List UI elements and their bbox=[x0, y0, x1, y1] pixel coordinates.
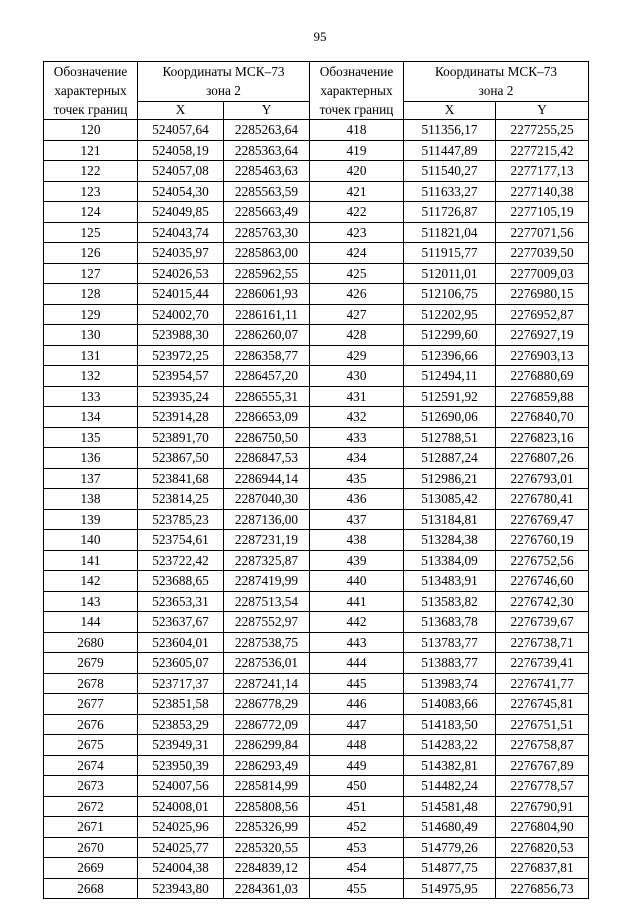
cell-point-left: 2668 bbox=[44, 878, 138, 899]
cell-point-right: 422 bbox=[310, 202, 404, 223]
cell-point-left: 134 bbox=[44, 407, 138, 428]
cell-x-right: 512887,24 bbox=[404, 448, 496, 469]
table-row bbox=[44, 571, 589, 592]
cell-x-right: 513983,74 bbox=[404, 673, 496, 694]
cell-y-right: 2277071,56 bbox=[496, 222, 589, 243]
cell-x-left: 523722,42 bbox=[138, 550, 224, 571]
cell-x-right: 514581,48 bbox=[404, 796, 496, 817]
coords-header-right bbox=[404, 62, 589, 102]
cell-point-right: 429 bbox=[310, 345, 404, 366]
cell-y-right: 2276752,56 bbox=[496, 550, 589, 571]
cell-y-right: 2276837,81 bbox=[496, 858, 589, 879]
table-row bbox=[44, 161, 589, 182]
cell-y-left: 2285463,63 bbox=[224, 161, 310, 182]
cell-x-left: 523914,28 bbox=[138, 407, 224, 428]
cell-point-right: 439 bbox=[310, 550, 404, 571]
table-row bbox=[44, 202, 589, 223]
cell-y-right: 2277009,03 bbox=[496, 263, 589, 284]
cell-point-right: 419 bbox=[310, 140, 404, 161]
y-header-right: Y bbox=[496, 101, 589, 119]
cell-x-right: 514283,22 bbox=[404, 735, 496, 756]
cell-y-left: 2285263,64 bbox=[224, 120, 310, 141]
table-body bbox=[44, 120, 589, 899]
cell-point-right: 445 bbox=[310, 673, 404, 694]
cell-x-right: 514680,49 bbox=[404, 817, 496, 838]
cell-x-left: 523814,25 bbox=[138, 489, 224, 510]
cell-y-left: 2287136,00 bbox=[224, 509, 310, 530]
table-row bbox=[44, 509, 589, 530]
cell-point-right: 447 bbox=[310, 714, 404, 735]
cell-x-left: 523853,29 bbox=[138, 714, 224, 735]
cell-x-right: 512202,95 bbox=[404, 304, 496, 325]
cell-y-right: 2276767,89 bbox=[496, 755, 589, 776]
cell-y-right: 2276760,19 bbox=[496, 530, 589, 551]
cell-point-left: 143 bbox=[44, 591, 138, 612]
cell-point-left: 2671 bbox=[44, 817, 138, 838]
cell-y-left: 2286778,29 bbox=[224, 694, 310, 715]
cell-x-left: 523841,68 bbox=[138, 468, 224, 489]
cell-point-right: 431 bbox=[310, 386, 404, 407]
x-header-right: X bbox=[404, 101, 496, 119]
cell-x-left: 523754,61 bbox=[138, 530, 224, 551]
cell-x-left: 524004,38 bbox=[138, 858, 224, 879]
cell-x-left: 524054,30 bbox=[138, 181, 224, 202]
cell-point-right: 424 bbox=[310, 243, 404, 264]
cell-x-right: 514779,26 bbox=[404, 837, 496, 858]
cell-y-left: 2287325,87 bbox=[224, 550, 310, 571]
cell-point-right: 451 bbox=[310, 796, 404, 817]
point-label-header-right bbox=[310, 62, 404, 120]
table-row bbox=[44, 304, 589, 325]
cell-y-left: 2286944,14 bbox=[224, 468, 310, 489]
y-header-left: Y bbox=[224, 101, 310, 119]
cell-point-right: 435 bbox=[310, 468, 404, 489]
header-line: зона 2 bbox=[206, 83, 241, 99]
cell-x-left: 523851,58 bbox=[138, 694, 224, 715]
cell-x-right: 511821,04 bbox=[404, 222, 496, 243]
cell-y-left: 2286847,53 bbox=[224, 448, 310, 469]
cell-y-right: 2276778,57 bbox=[496, 776, 589, 797]
cell-point-right: 449 bbox=[310, 755, 404, 776]
cell-point-left: 120 bbox=[44, 120, 138, 141]
header-line: точек границ bbox=[53, 102, 128, 117]
cell-point-left: 122 bbox=[44, 161, 138, 182]
header-line: Обозначение bbox=[53, 64, 128, 79]
table-row bbox=[44, 120, 589, 141]
header-line: Обозначение bbox=[319, 64, 394, 79]
cell-y-right: 2277105,19 bbox=[496, 202, 589, 223]
cell-point-left: 121 bbox=[44, 140, 138, 161]
cell-point-right: 428 bbox=[310, 325, 404, 346]
table-row bbox=[44, 632, 589, 653]
cell-x-right: 514083,66 bbox=[404, 694, 496, 715]
cell-x-right: 512986,21 bbox=[404, 468, 496, 489]
cell-y-right: 2277215,42 bbox=[496, 140, 589, 161]
cell-x-right: 513184,81 bbox=[404, 509, 496, 530]
cell-point-right: 421 bbox=[310, 181, 404, 202]
table-row bbox=[44, 653, 589, 674]
cell-point-right: 452 bbox=[310, 817, 404, 838]
cell-x-right: 514975,95 bbox=[404, 878, 496, 899]
cell-y-right: 2276927,19 bbox=[496, 325, 589, 346]
cell-point-right: 437 bbox=[310, 509, 404, 530]
cell-y-right: 2276738,71 bbox=[496, 632, 589, 653]
cell-y-left: 2285326,99 bbox=[224, 817, 310, 838]
table-row bbox=[44, 386, 589, 407]
cell-y-right: 2276804,90 bbox=[496, 817, 589, 838]
cell-point-right: 433 bbox=[310, 427, 404, 448]
cell-y-right: 2276880,69 bbox=[496, 366, 589, 387]
table-row bbox=[44, 181, 589, 202]
cell-point-left: 2670 bbox=[44, 837, 138, 858]
cell-y-right: 2277177,13 bbox=[496, 161, 589, 182]
cell-x-right: 511356,17 bbox=[404, 120, 496, 141]
cell-y-left: 2286293,49 bbox=[224, 755, 310, 776]
cell-x-left: 524058,19 bbox=[138, 140, 224, 161]
header-line: характерных bbox=[54, 83, 127, 98]
cell-point-left: 125 bbox=[44, 222, 138, 243]
cell-y-right: 2276741,77 bbox=[496, 673, 589, 694]
cell-x-right: 512106,75 bbox=[404, 284, 496, 305]
cell-x-left: 523637,67 bbox=[138, 612, 224, 633]
cell-point-right: 418 bbox=[310, 120, 404, 141]
cell-point-right: 426 bbox=[310, 284, 404, 305]
cell-y-right: 2276746,60 bbox=[496, 571, 589, 592]
cell-y-left: 2286555,31 bbox=[224, 386, 310, 407]
cell-y-left: 2284839,12 bbox=[224, 858, 310, 879]
cell-x-right: 511540,27 bbox=[404, 161, 496, 182]
cell-point-right: 427 bbox=[310, 304, 404, 325]
cell-x-left: 524002,70 bbox=[138, 304, 224, 325]
cell-point-right: 434 bbox=[310, 448, 404, 469]
cell-y-left: 2284361,03 bbox=[224, 878, 310, 899]
cell-y-left: 2287513,54 bbox=[224, 591, 310, 612]
cell-y-left: 2287538,75 bbox=[224, 632, 310, 653]
table-row bbox=[44, 673, 589, 694]
cell-y-left: 2287040,30 bbox=[224, 489, 310, 510]
cell-point-left: 126 bbox=[44, 243, 138, 264]
table-row bbox=[44, 427, 589, 448]
cell-point-right: 442 bbox=[310, 612, 404, 633]
cell-x-right: 513384,09 bbox=[404, 550, 496, 571]
coordinates-table bbox=[43, 61, 589, 899]
cell-x-left: 523605,07 bbox=[138, 653, 224, 674]
cell-point-left: 138 bbox=[44, 489, 138, 510]
cell-y-left: 2285863,00 bbox=[224, 243, 310, 264]
cell-y-right: 2276807,26 bbox=[496, 448, 589, 469]
cell-x-left: 524057,64 bbox=[138, 120, 224, 141]
cell-y-right: 2276769,47 bbox=[496, 509, 589, 530]
cell-x-left: 524035,97 bbox=[138, 243, 224, 264]
cell-y-right: 2276823,16 bbox=[496, 427, 589, 448]
table-row bbox=[44, 755, 589, 776]
cell-x-right: 512494,11 bbox=[404, 366, 496, 387]
cell-y-right: 2277255,25 bbox=[496, 120, 589, 141]
coords-header-left bbox=[138, 62, 310, 102]
cell-y-right: 2276793,01 bbox=[496, 468, 589, 489]
cell-x-left: 523949,31 bbox=[138, 735, 224, 756]
cell-point-left: 2672 bbox=[44, 796, 138, 817]
cell-x-right: 512299,60 bbox=[404, 325, 496, 346]
table-row bbox=[44, 366, 589, 387]
cell-y-left: 2286161,11 bbox=[224, 304, 310, 325]
cell-y-right: 2276745,81 bbox=[496, 694, 589, 715]
cell-x-right: 513783,77 bbox=[404, 632, 496, 653]
cell-point-left: 144 bbox=[44, 612, 138, 633]
cell-x-right: 514183,50 bbox=[404, 714, 496, 735]
table-row bbox=[44, 263, 589, 284]
cell-point-right: 423 bbox=[310, 222, 404, 243]
cell-y-left: 2286299,84 bbox=[224, 735, 310, 756]
cell-y-left: 2286061,93 bbox=[224, 284, 310, 305]
cell-point-left: 2678 bbox=[44, 673, 138, 694]
cell-y-right: 2276742,30 bbox=[496, 591, 589, 612]
cell-x-right: 514877,75 bbox=[404, 858, 496, 879]
cell-x-left: 523688,65 bbox=[138, 571, 224, 592]
cell-x-left: 523653,31 bbox=[138, 591, 224, 612]
cell-y-left: 2286358,77 bbox=[224, 345, 310, 366]
cell-point-left: 128 bbox=[44, 284, 138, 305]
cell-y-left: 2287419,99 bbox=[224, 571, 310, 592]
cell-y-left: 2285663,49 bbox=[224, 202, 310, 223]
table-row bbox=[44, 591, 589, 612]
cell-point-right: 450 bbox=[310, 776, 404, 797]
x-header-left: X bbox=[138, 101, 224, 119]
cell-y-right: 2276840,70 bbox=[496, 407, 589, 428]
table-row bbox=[44, 222, 589, 243]
cell-point-right: 438 bbox=[310, 530, 404, 551]
table-row bbox=[44, 714, 589, 735]
cell-y-left: 2286772,09 bbox=[224, 714, 310, 735]
cell-x-left: 523972,25 bbox=[138, 345, 224, 366]
table-row bbox=[44, 448, 589, 469]
cell-point-left: 142 bbox=[44, 571, 138, 592]
cell-x-left: 523988,30 bbox=[138, 325, 224, 346]
cell-x-right: 514482,24 bbox=[404, 776, 496, 797]
cell-y-left: 2285320,55 bbox=[224, 837, 310, 858]
cell-point-right: 446 bbox=[310, 694, 404, 715]
cell-y-right: 2276820,53 bbox=[496, 837, 589, 858]
cell-point-right: 420 bbox=[310, 161, 404, 182]
cell-x-right: 511915,77 bbox=[404, 243, 496, 264]
cell-y-left: 2286260,07 bbox=[224, 325, 310, 346]
cell-point-right: 430 bbox=[310, 366, 404, 387]
cell-point-left: 2679 bbox=[44, 653, 138, 674]
header-line: зона 2 bbox=[478, 83, 514, 99]
table-row bbox=[44, 550, 589, 571]
cell-point-left: 2673 bbox=[44, 776, 138, 797]
cell-x-left: 523935,24 bbox=[138, 386, 224, 407]
cell-x-left: 524015,44 bbox=[138, 284, 224, 305]
cell-point-right: 440 bbox=[310, 571, 404, 592]
cell-y-right: 2276952,87 bbox=[496, 304, 589, 325]
cell-x-left: 524057,08 bbox=[138, 161, 224, 182]
cell-point-left: 130 bbox=[44, 325, 138, 346]
header-line: Координаты МСК–73 bbox=[162, 64, 285, 80]
cell-point-left: 137 bbox=[44, 468, 138, 489]
cell-point-right: 436 bbox=[310, 489, 404, 510]
cell-point-left: 136 bbox=[44, 448, 138, 469]
cell-x-left: 523891,70 bbox=[138, 427, 224, 448]
table-row bbox=[44, 407, 589, 428]
cell-y-left: 2287241,14 bbox=[224, 673, 310, 694]
page-number: 95 bbox=[313, 29, 327, 44]
cell-y-left: 2286750,50 bbox=[224, 427, 310, 448]
table-row bbox=[44, 776, 589, 797]
header-line: точек границ bbox=[319, 102, 394, 117]
table-row bbox=[44, 325, 589, 346]
cell-y-right: 2276739,67 bbox=[496, 612, 589, 633]
cell-point-left: 2674 bbox=[44, 755, 138, 776]
cell-y-right: 2276758,87 bbox=[496, 735, 589, 756]
cell-x-left: 524026,53 bbox=[138, 263, 224, 284]
cell-y-left: 2285814,99 bbox=[224, 776, 310, 797]
table-row bbox=[44, 468, 589, 489]
cell-point-left: 2677 bbox=[44, 694, 138, 715]
cell-x-right: 512788,51 bbox=[404, 427, 496, 448]
table-row bbox=[44, 837, 589, 858]
cell-point-left: 139 bbox=[44, 509, 138, 530]
cell-point-left: 131 bbox=[44, 345, 138, 366]
table-row bbox=[44, 796, 589, 817]
cell-y-left: 2285363,64 bbox=[224, 140, 310, 161]
cell-point-left: 2669 bbox=[44, 858, 138, 879]
header-line: Координаты МСК–73 bbox=[434, 64, 558, 80]
cell-y-right: 2276751,51 bbox=[496, 714, 589, 735]
cell-point-left: 141 bbox=[44, 550, 138, 571]
table-row bbox=[44, 345, 589, 366]
cell-point-left: 124 bbox=[44, 202, 138, 223]
cell-x-left: 523950,39 bbox=[138, 755, 224, 776]
cell-x-left: 523943,80 bbox=[138, 878, 224, 899]
cell-point-left: 2680 bbox=[44, 632, 138, 653]
cell-point-right: 443 bbox=[310, 632, 404, 653]
cell-x-right: 512690,06 bbox=[404, 407, 496, 428]
cell-point-right: 454 bbox=[310, 858, 404, 879]
cell-x-left: 524008,01 bbox=[138, 796, 224, 817]
cell-point-right: 448 bbox=[310, 735, 404, 756]
cell-point-left: 127 bbox=[44, 263, 138, 284]
cell-x-right: 513583,82 bbox=[404, 591, 496, 612]
point-label-header-left bbox=[44, 62, 138, 120]
cell-y-right: 2276780,41 bbox=[496, 489, 589, 510]
cell-y-left: 2285808,56 bbox=[224, 796, 310, 817]
cell-y-left: 2287231,19 bbox=[224, 530, 310, 551]
table-row bbox=[44, 530, 589, 551]
cell-point-left: 135 bbox=[44, 427, 138, 448]
cell-x-right: 511633,27 bbox=[404, 181, 496, 202]
cell-point-left: 132 bbox=[44, 366, 138, 387]
cell-y-right: 2276856,73 bbox=[496, 878, 589, 899]
cell-x-left: 524043,74 bbox=[138, 222, 224, 243]
cell-x-right: 512011,01 bbox=[404, 263, 496, 284]
cell-y-right: 2277039,50 bbox=[496, 243, 589, 264]
cell-point-right: 425 bbox=[310, 263, 404, 284]
cell-x-right: 513883,77 bbox=[404, 653, 496, 674]
cell-y-right: 2277140,38 bbox=[496, 181, 589, 202]
cell-y-right: 2276980,15 bbox=[496, 284, 589, 305]
cell-point-left: 2675 bbox=[44, 735, 138, 756]
cell-y-left: 2285563,59 bbox=[224, 181, 310, 202]
cell-y-left: 2287536,01 bbox=[224, 653, 310, 674]
cell-y-right: 2276790,91 bbox=[496, 796, 589, 817]
table-row bbox=[44, 140, 589, 161]
cell-x-right: 513085,42 bbox=[404, 489, 496, 510]
cell-point-right: 432 bbox=[310, 407, 404, 428]
cell-x-right: 512396,66 bbox=[404, 345, 496, 366]
cell-x-left: 523954,57 bbox=[138, 366, 224, 387]
cell-x-left: 523785,23 bbox=[138, 509, 224, 530]
cell-x-left: 524007,56 bbox=[138, 776, 224, 797]
table-row bbox=[44, 243, 589, 264]
table-row bbox=[44, 489, 589, 510]
cell-x-left: 524025,96 bbox=[138, 817, 224, 838]
cell-point-right: 441 bbox=[310, 591, 404, 612]
cell-y-right: 2276903,13 bbox=[496, 345, 589, 366]
table-row bbox=[44, 878, 589, 899]
cell-y-left: 2287552,97 bbox=[224, 612, 310, 633]
cell-x-left: 524025,77 bbox=[138, 837, 224, 858]
cell-x-right: 512591,92 bbox=[404, 386, 496, 407]
cell-x-left: 524049,85 bbox=[138, 202, 224, 223]
cell-y-left: 2285763,30 bbox=[224, 222, 310, 243]
cell-x-right: 511447,89 bbox=[404, 140, 496, 161]
table-row bbox=[44, 284, 589, 305]
cell-point-left: 140 bbox=[44, 530, 138, 551]
cell-y-left: 2286457,20 bbox=[224, 366, 310, 387]
header-line: характерных bbox=[320, 83, 393, 98]
cell-y-left: 2286653,09 bbox=[224, 407, 310, 428]
cell-y-left: 2285962,55 bbox=[224, 263, 310, 284]
cell-x-right: 511726,87 bbox=[404, 202, 496, 223]
cell-y-right: 2276859,88 bbox=[496, 386, 589, 407]
cell-x-left: 523717,37 bbox=[138, 673, 224, 694]
cell-point-left: 133 bbox=[44, 386, 138, 407]
table-row bbox=[44, 694, 589, 715]
cell-x-right: 513683,78 bbox=[404, 612, 496, 633]
cell-x-right: 513284,38 bbox=[404, 530, 496, 551]
cell-point-left: 129 bbox=[44, 304, 138, 325]
cell-point-left: 123 bbox=[44, 181, 138, 202]
cell-x-left: 523604,01 bbox=[138, 632, 224, 653]
cell-y-right: 2276739,41 bbox=[496, 653, 589, 674]
table-row bbox=[44, 735, 589, 756]
cell-x-left: 523867,50 bbox=[138, 448, 224, 469]
cell-point-right: 453 bbox=[310, 837, 404, 858]
cell-point-right: 455 bbox=[310, 878, 404, 899]
cell-point-right: 444 bbox=[310, 653, 404, 674]
cell-x-right: 514382,81 bbox=[404, 755, 496, 776]
table-row bbox=[44, 817, 589, 838]
table-row bbox=[44, 858, 589, 879]
table-row bbox=[44, 612, 589, 633]
cell-point-left: 2676 bbox=[44, 714, 138, 735]
cell-x-right: 513483,91 bbox=[404, 571, 496, 592]
